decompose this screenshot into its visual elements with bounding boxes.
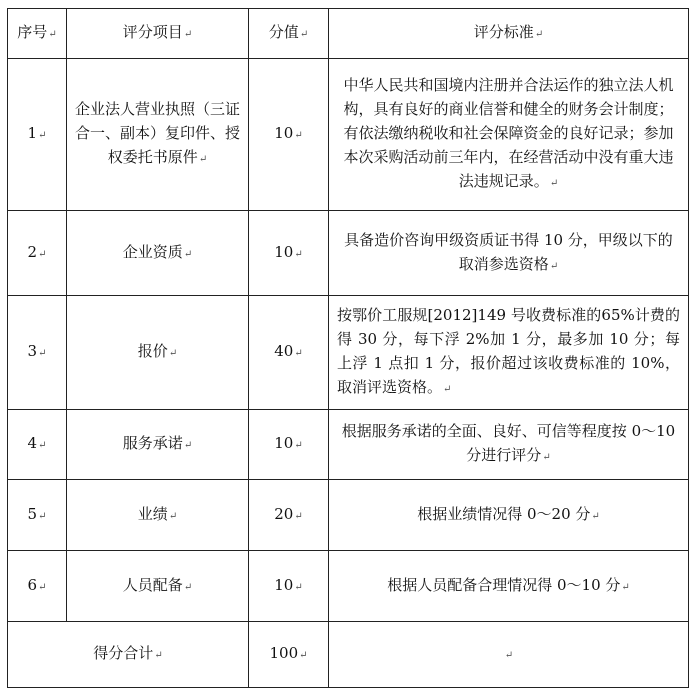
- row-standard: 按鄂价工服规[2012]149 号收费标准的65%计费的得 30 分，每下浮 2%加 1 分，最多加 10 分；每上浮 1 点扣 1 分，报价超过该收费标准的 10%，取消评选资格。↵: [329, 296, 689, 410]
- row-item: 服务承诺↵: [67, 410, 249, 480]
- header-standard: 评分标准↵: [329, 9, 689, 59]
- paragraph-mark-icon: ↵: [294, 248, 303, 260]
- row-item: 企业资质↵: [67, 211, 249, 296]
- paragraph-mark-icon: ↵: [294, 348, 303, 359]
- total-score: 100↵: [249, 622, 329, 688]
- paragraph-mark-icon: ↵: [294, 130, 303, 141]
- row-score: 10↵: [249, 551, 329, 622]
- paragraph-mark-icon: ↵: [183, 581, 193, 593]
- row-standard: 中华人民共和国境内注册并合法运作的独立法人机构，具有良好的商业信誉和健全的财务会计制度；有依法缴纳税收和社会保障资金的良好记录；参加本次采购活动前三年内，在经营活动中没有重大违法违规记录。↵: [329, 59, 689, 211]
- row-item: 报价↵: [67, 296, 249, 410]
- row-item: 人员配备↵: [67, 551, 249, 622]
- total-label: 得分合计↵: [8, 622, 249, 688]
- paragraph-mark-icon: ↵: [38, 440, 47, 451]
- paragraph-mark-icon: ↵: [294, 440, 303, 451]
- paragraph-mark-icon: ↵: [38, 581, 47, 593]
- paragraph-mark-icon: ↵: [621, 581, 630, 593]
- paragraph-mark-icon: ↵: [198, 154, 208, 165]
- paragraph-mark-icon: ↵: [549, 178, 559, 189]
- row-seq: 5↵: [8, 480, 67, 551]
- paragraph-mark-icon: ↵: [38, 130, 47, 141]
- paragraph-mark-icon: ↵: [534, 29, 544, 40]
- table-row: [8, 551, 689, 622]
- row-standard: 根据业绩情况得 0～20 分↵: [329, 480, 689, 551]
- paragraph-mark-icon: ↵: [168, 348, 178, 359]
- paragraph-mark-icon: ↵: [48, 29, 57, 40]
- paragraph-mark-icon: ↵: [183, 29, 193, 40]
- header-seq: 序号↵: [8, 9, 67, 59]
- row-standard: 具备造价咨询甲级资质证书得 10 分，甲级以下的取消参选资格↵: [329, 211, 689, 296]
- row-standard: 根据人员配备合理情况得 0～10 分↵: [329, 551, 689, 622]
- row-seq: 1↵: [8, 59, 67, 211]
- total-row: [8, 622, 689, 688]
- paragraph-mark-icon: ↵: [154, 650, 163, 661]
- row-item: 业绩↵: [67, 480, 249, 551]
- header-row: [8, 9, 689, 59]
- header-item: 评分项目↵: [67, 9, 249, 59]
- paragraph-mark-icon: ↵: [542, 452, 551, 463]
- row-seq: 6↵: [8, 551, 67, 622]
- row-score: 10↵: [249, 211, 329, 296]
- paragraph-mark-icon: ↵: [168, 510, 178, 522]
- row-score: 10↵: [249, 59, 329, 211]
- row-score: 10↵: [249, 410, 329, 480]
- paragraph-mark-icon: ↵: [38, 510, 47, 522]
- paragraph-mark-icon: ↵: [299, 29, 309, 40]
- table-row: [8, 410, 689, 480]
- row-seq: 3↵: [8, 296, 67, 410]
- paragraph-mark-icon: ↵: [591, 510, 600, 522]
- paragraph-mark-icon: ↵: [38, 348, 47, 359]
- table-row: [8, 59, 689, 211]
- paragraph-mark-icon: ↵: [294, 510, 303, 522]
- table-row: [8, 480, 689, 551]
- row-score: 40↵: [249, 296, 329, 410]
- paragraph-mark-icon: ↵: [443, 384, 452, 395]
- paragraph-mark-icon: ↵: [549, 260, 559, 272]
- row-seq: 2↵: [8, 211, 67, 296]
- paragraph-mark-icon: ↵: [183, 440, 193, 451]
- total-standard: [329, 622, 689, 688]
- paragraph-mark-icon: ↵: [183, 248, 193, 260]
- table-row: [8, 211, 689, 296]
- scoring-table: [7, 8, 689, 688]
- row-item: 企业法人营业执照（三证合一、副本）复印件、授权委托书原件↵: [67, 59, 249, 211]
- header-score: 分值↵: [249, 9, 329, 59]
- row-score: 20↵: [249, 480, 329, 551]
- paragraph-mark-icon: ↵: [504, 650, 514, 661]
- paragraph-mark-icon: ↵: [299, 650, 308, 661]
- paragraph-mark-icon: ↵: [38, 248, 47, 260]
- paragraph-mark-icon: ↵: [294, 581, 303, 593]
- row-standard: 根据服务承诺的全面、良好、可信等程度按 0～10 分进行评分↵: [329, 410, 689, 480]
- table-row: [8, 296, 689, 410]
- row-seq: 4↵: [8, 410, 67, 480]
